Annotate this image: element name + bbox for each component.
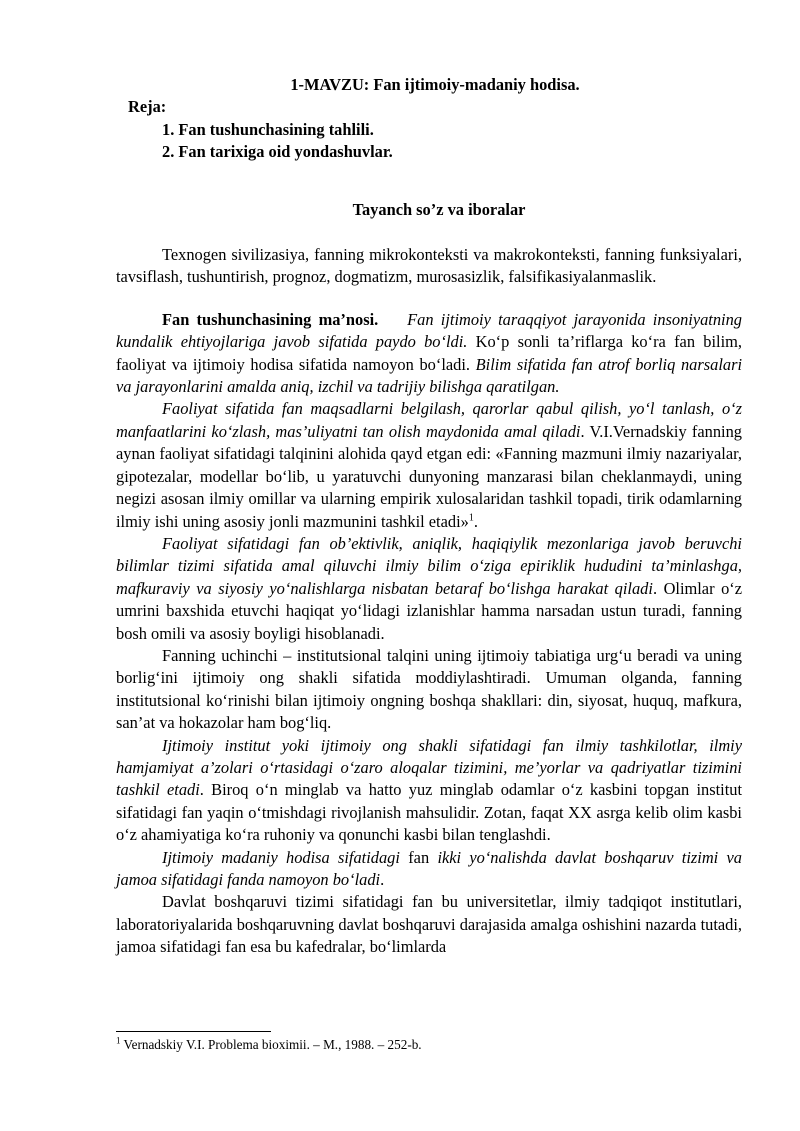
footnote xyxy=(116,1036,422,1053)
footnote-reference[interactable]: 1 xyxy=(468,512,474,524)
text-normal: . xyxy=(473,511,478,531)
plan-item: 2. Fan tarixiga oid yondashuvlar. xyxy=(162,142,393,162)
paragraph-concept xyxy=(116,309,742,399)
keywords-paragraph: Texnogen sivilizasiya, fanning mikrokonteksti va makrokonteksti, fanning funksiyalari, tavsiflash, tushuntirish, prognoz, dogmatizm, murosasizlik, falsifikasiyalanmaslik. xyxy=(116,245,742,287)
document-page xyxy=(116,74,742,959)
text-italic: ikki yo‘nalishda davlat boshqaruv tizimi va jamoa sifatidagi fanda namoyon bo‘ladi xyxy=(116,847,742,889)
keywords-heading: Tayanch so’z va iboralar xyxy=(352,199,526,219)
text-italic: Faoliyat sifatidagi fan ob’ektivlik, aniqlik, haqiqiylik mezonlariga javob beruvchi bilimlar tizimi sifatida amal qiluvchi ilmiy bilim o‘ziga epiriklik hududini ta’minlashga, mafkuraviy va siyosiy yo‘nalishlarga nisbatan betaraf bo‘lishga harakat qiladi xyxy=(116,533,742,598)
text-normal: . Olimlar o‘z umrini baxshida etuvchi haqiqat yo‘lidagi izlanishlar hamma narsadan ustun turadi, fanning bosh omili va asosiy boyligi hisoblanadi. xyxy=(116,578,743,643)
footnote-marker: 1 xyxy=(116,1035,121,1046)
paragraph-cultural xyxy=(116,847,742,892)
paragraph-social-institute xyxy=(116,735,742,847)
concept-heading: Fan tushunchasining ma’nosi. xyxy=(162,309,379,329)
text-italic: Bilim sifatida fan atrof borliq narsalari va jarayonlarini amalda aniq, izchil va tadrijiy bilishga qaratilgan. xyxy=(116,354,742,397)
text-normal: fan xyxy=(399,847,438,867)
text-italic: Ijtimoiy institut yoki ijtimoiy ong shakli sifatidagi fan ilmiy tashkilotlar, ilmiy hamjamiyat a’zolari o‘rtasidagi o‘zaro aloqalar tizimini, me’yorlar va qadriyatlar tizimini tashkil etadi xyxy=(116,735,742,800)
page-title: 1-MAVZU: Fan ijtimoiy-madaniy hodisa. xyxy=(290,75,580,94)
text-normal: . xyxy=(380,870,385,889)
footnote-text: Vernadskiy V.I. Problema bioximii. – M., 1988. – 252-b. xyxy=(120,1037,422,1052)
plan-item: 1. Fan tushunchasining tahlili. xyxy=(162,119,374,139)
text-normal: . Biroq o‘n minglab va hatto yuz minglab odamlar o‘z kasbini topgan institut sifatidagi fan yaqin o‘tmishdagi rivojlanish mahsulidir. Zotan, faqat XX asrga kelib olim kasbi o‘z ahamiyatiga ko‘ra ruhoniy va qonunchi kasbi bilan tenglashdi. xyxy=(116,780,742,845)
footnote-separator xyxy=(116,1031,271,1032)
paragraph-institutional: Fanning uchinchi – institutsional talqini uning ijtimoiy tabiatiga urg‘u beradi va uning borlig‘ini ijtimoiy ong shakli sifatida moddiylashtiradi. Umuman olganda, fanning institutsional ko‘rinishi bilan ijtimoiy ongning boshqa shakllari: din, siyosat, huquq, mafkura, san’at va hokazolar ham bog‘liq. xyxy=(116,645,742,733)
paragraph-state-management: Davlat boshqaruvi tizimi sifatidagi fan bu universitetlar, ilmiy tadqiqot institutlari, laboratoriyalarida boshqaruvning davlat boshqaruvi darajasida amalga oshishini nazarda tutadi, jamoa sifatidagi fan esa bu kafedralar, bo‘limlarda xyxy=(116,892,742,957)
paragraph-activity-knowledge xyxy=(116,533,742,645)
plan-label: Reja: xyxy=(128,97,167,117)
paragraph-activity xyxy=(116,398,742,532)
text-italic: Fan ijtimoiy taraqqiyot jarayonida insoniyatning kundalik ehtiyojlariga javob sifatida paydo bo‘ldi. xyxy=(116,309,743,352)
text-normal: Ko‘p sonli ta’riflarga ko‘ra fan bilim, faoliyat va ijtimoiy hodisa sifatida namoyon bo‘ladi. xyxy=(116,332,742,374)
text-italic: Ijtimoiy madaniy hodisa sifatidagi xyxy=(162,847,400,867)
text-italic: Faoliyat sifatida fan maqsadlarni belgilash, qarorlar qabul qilish, yo‘l tanlash, o‘z manfaatlarini ko‘zlash, mas’uliyatni tan olish maydonida amal qiladi xyxy=(116,399,742,441)
text-normal: . V.I.Vernadskiy fanning aynan faoliyat sifatidagi talqinini alohida qayd etgan edi: «Fanning mazmuni ilmiy nazariyalar, gipotezalar, modellar bo‘lib, u yaratuvchi dunyoning manzarasi bilan cheklanmaydi, uning negizi asosan ilmiy omillar va ularning empirik xulosalaridan tashkil topadi, tirik odamlarning ilmiy ishi uning asosiy jonli mazmunini tashkil etadi» xyxy=(116,421,742,531)
